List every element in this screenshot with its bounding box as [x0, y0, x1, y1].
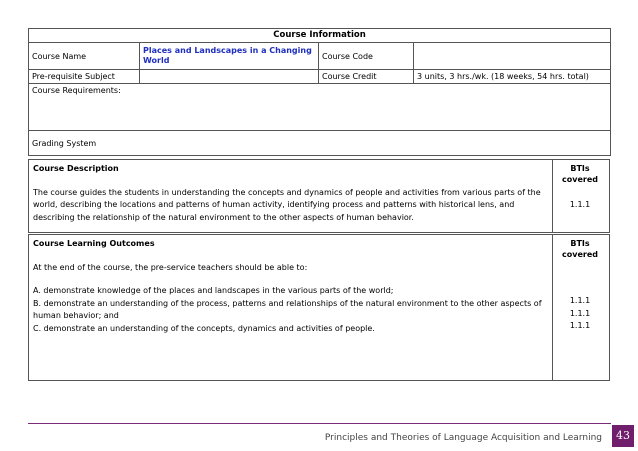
- course-name-label: Course Name: [29, 43, 140, 70]
- btis-covered-heading: BTIs covered: [562, 239, 598, 259]
- btis-covered-heading: BTIs covered: [562, 164, 598, 184]
- course-name-value: Places and Landscapes in a Changing World: [140, 43, 319, 70]
- outcome-item: human behavior; and: [33, 311, 119, 320]
- learning-outcomes-heading: Course Learning Outcomes: [33, 239, 155, 248]
- footer-title: Principles and Theories of Language Acquisition and Learning: [324, 433, 602, 443]
- course-information-heading: Course Information: [29, 29, 611, 43]
- course-code-label: Course Code: [319, 43, 414, 70]
- outcome-item: C. demonstrate an understanding of the concepts, dynamics and activities of people.: [33, 323, 375, 333]
- learning-outcomes-main: [29, 235, 553, 380]
- prerequisite-label: Pre-requisite Subject: [29, 70, 140, 84]
- course-description-btis-column: [551, 160, 609, 232]
- course-credit-label: Course Credit: [319, 70, 414, 84]
- course-credit-value: 3 units, 3 hrs./wk. (18 weeks, 54 hrs. total): [414, 70, 611, 84]
- bti-value: 1.1.1: [569, 296, 591, 305]
- course-description-heading: Course Description: [33, 164, 119, 173]
- learning-outcomes-btis-column: [551, 235, 609, 380]
- learning-outcomes-intro: At the end of the course, the pre-service teachers should be able to:: [33, 262, 308, 272]
- learning-outcomes-section: [28, 234, 610, 381]
- course-requirements-label: Course Requirements:: [29, 84, 611, 131]
- bti-value: 1.1.1: [569, 308, 591, 318]
- learning-outcomes-list: [33, 285, 548, 335]
- course-code-value: [414, 43, 611, 70]
- grading-system-label: Grading System: [29, 131, 611, 156]
- bti-value: 1.1.1: [569, 200, 591, 209]
- course-information-table: [28, 28, 611, 156]
- bti-value: 1.1.1: [569, 321, 591, 330]
- footer-divider: [28, 423, 611, 424]
- outcome-item: B. demonstrate an understanding of the process, patterns and relationships of the natural environment to the other aspects of: [33, 298, 542, 308]
- course-description-text: The course guides the students in understanding the concepts and dynamics of people and activities from various parts of the world, describing the locations and patterns of human activity, identifying process and patterns with historical lens, and describing the relationship of the natural environment to the other aspects of human behavior.: [33, 187, 541, 222]
- prerequisite-value: [140, 70, 319, 84]
- outcome-item: A. demonstrate knowledge of the places and landscapes in the various parts of the world;: [33, 286, 394, 295]
- course-description-main: [29, 160, 553, 232]
- course-description-section: [28, 159, 610, 233]
- page-number-badge: 43: [612, 425, 634, 447]
